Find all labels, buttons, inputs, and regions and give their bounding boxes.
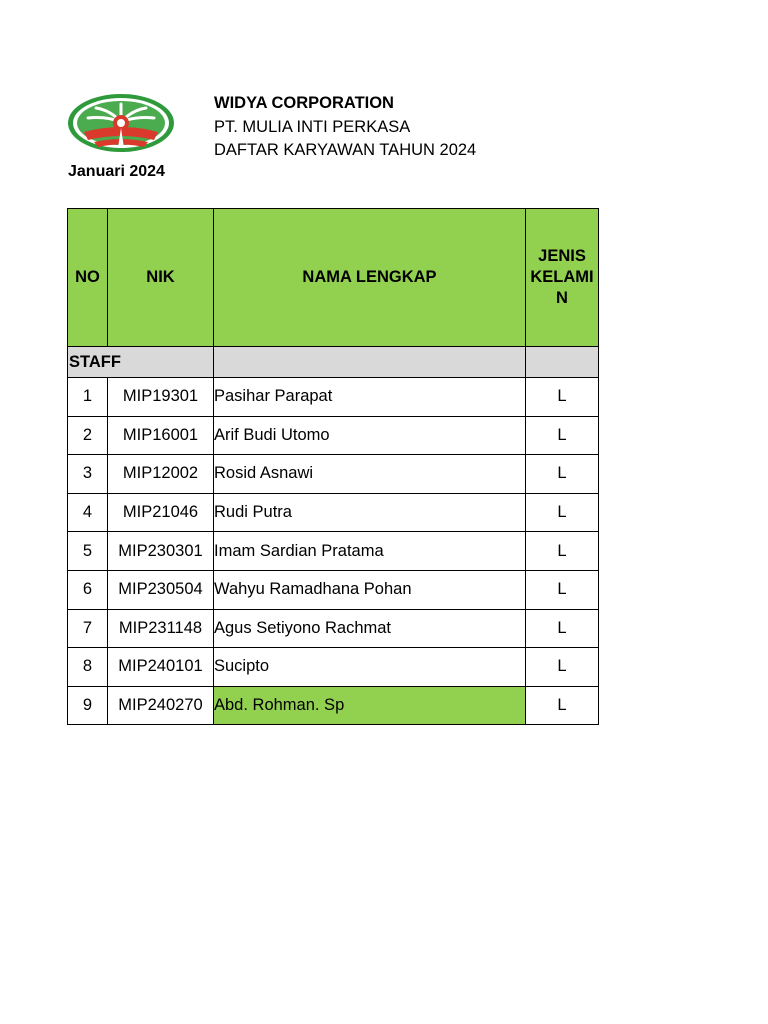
company-name: WIDYA CORPORATION — [214, 94, 394, 112]
cell-nik: MIP19301 — [108, 378, 214, 417]
cell-name: Wahyu Ramadhana Pohan — [214, 570, 526, 609]
cell-name: Agus Setiyono Rachmat — [214, 609, 526, 648]
section-cell — [214, 347, 526, 378]
table-row — [68, 378, 599, 417]
table-row — [68, 609, 599, 648]
section-label: STAFF — [68, 347, 214, 378]
cell-nik: MIP240270 — [108, 686, 214, 725]
cell-nik: MIP21046 — [108, 493, 214, 532]
cell-gender: L — [526, 493, 599, 532]
cell-gender: L — [526, 570, 599, 609]
cell-name: Arif Budi Utomo — [214, 416, 526, 455]
cell-gender: L — [526, 686, 599, 725]
cell-no: 7 — [68, 609, 108, 648]
document-header — [214, 92, 476, 163]
cell-nik: MIP230504 — [108, 570, 214, 609]
table-row — [68, 455, 599, 494]
document-title: DAFTAR KARYAWAN TAHUN 2024 — [214, 141, 477, 159]
employee-table — [67, 208, 599, 725]
table-header-row — [68, 209, 599, 347]
table-row — [68, 493, 599, 532]
cell-no: 3 — [68, 455, 108, 494]
cell-gender: L — [526, 648, 599, 687]
cell-no: 8 — [68, 648, 108, 687]
cell-gender: L — [526, 416, 599, 455]
cell-name: Pasihar Parapat — [214, 378, 526, 417]
cell-no: 6 — [68, 570, 108, 609]
cell-name: Rosid Asnawi — [214, 455, 526, 494]
cell-no: 1 — [68, 378, 108, 417]
cell-nik: MIP16001 — [108, 416, 214, 455]
cell-nik: MIP240101 — [108, 648, 214, 687]
cell-gender: L — [526, 455, 599, 494]
period-label: Januari 2024 — [68, 163, 165, 180]
cell-gender: L — [526, 378, 599, 417]
cell-nik: MIP230301 — [108, 532, 214, 571]
cell-name: Rudi Putra — [214, 493, 526, 532]
column-header-nik: NIK — [108, 209, 214, 347]
table-row — [68, 570, 599, 609]
column-header-gender — [526, 209, 599, 347]
cell-gender: L — [526, 532, 599, 571]
palm-tree-logo-icon — [66, 92, 176, 154]
subsidiary-name: PT. MULIA INTI PERKASA — [214, 117, 411, 136]
cell-nik: MIP12002 — [108, 455, 214, 494]
column-header-no: NO — [68, 209, 108, 347]
table-row — [68, 648, 599, 687]
cell-no: 9 — [68, 686, 108, 725]
table-row — [68, 416, 599, 455]
cell-name: Imam Sardian Pratama — [214, 532, 526, 571]
cell-no: 5 — [68, 532, 108, 571]
column-header-gender-line: N — [556, 289, 568, 307]
cell-no: 2 — [68, 416, 108, 455]
table-row — [68, 686, 599, 725]
cell-name: Sucipto — [214, 648, 526, 687]
cell-gender: L — [526, 609, 599, 648]
table-row — [68, 532, 599, 571]
cell-no: 4 — [68, 493, 108, 532]
cell-name-highlighted: Abd. Rohman. Sp — [214, 686, 526, 725]
column-header-gender-line: JENIS — [538, 247, 586, 265]
column-header-name: NAMA LENGKAP — [214, 209, 526, 347]
column-header-gender-line: KELAMI — [530, 268, 594, 286]
section-row — [68, 347, 599, 378]
section-cell — [526, 347, 599, 378]
cell-nik: MIP231148 — [108, 609, 214, 648]
